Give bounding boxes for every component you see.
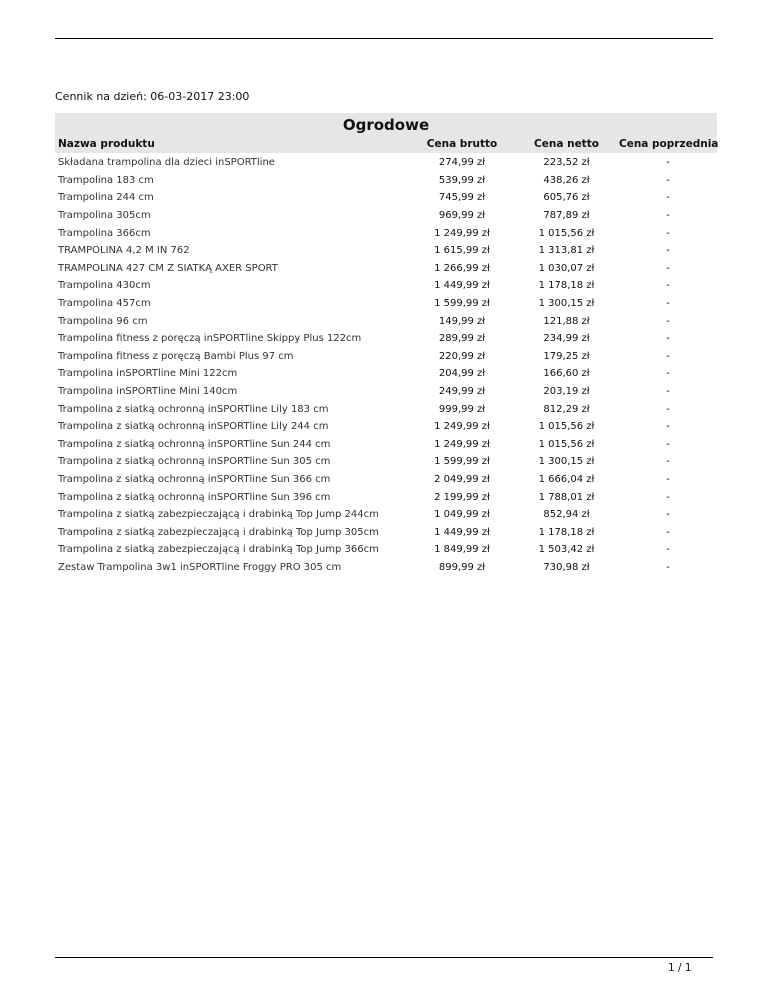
previous-price-cell: - xyxy=(666,298,670,310)
price-netto-cell: 605,76 zł xyxy=(543,192,590,204)
previous-price-cell: - xyxy=(666,227,670,239)
category-title: Ogrodowe xyxy=(55,113,717,138)
price-brutto-cell: 289,99 zł xyxy=(438,333,486,345)
previous-price-cell: - xyxy=(666,350,670,362)
table-row xyxy=(55,224,717,242)
price-netto-cell: 1 788,01 zł xyxy=(538,491,595,503)
table-row xyxy=(55,189,717,207)
previous-price-cell: - xyxy=(666,438,670,450)
price-brutto-cell: 999,99 zł xyxy=(438,403,486,415)
previous-price-cell: - xyxy=(666,403,670,415)
previous-price-cell: - xyxy=(666,192,670,204)
product-name-cell: Zestaw Trampolina 3w1 inSPORTline Froggy PRO 305 cm xyxy=(58,561,342,573)
product-name-cell: Trampolina 96 cm xyxy=(58,315,148,327)
product-name-cell: Trampolina fitness z poręczą Bambi Plus 97 cm xyxy=(58,350,294,362)
price-brutto-cell: 1 599,99 zł xyxy=(434,298,490,310)
price-brutto-cell: 1 615,99 zł xyxy=(434,245,490,257)
table-row xyxy=(55,471,717,489)
previous-price-cell: - xyxy=(666,526,670,538)
product-name-cell: Trampolina fitness z poręczą inSPORTline Skippy Plus 122cm xyxy=(58,333,362,345)
table-row xyxy=(55,559,717,577)
column-header-brutto: Cena brutto xyxy=(426,138,498,150)
price-brutto-cell: 1 449,99 zł xyxy=(434,526,490,538)
table-row xyxy=(55,260,717,278)
column-header-previous-price: Cena poprzednia xyxy=(619,138,719,150)
product-name-cell: Trampolina 366cm xyxy=(58,227,151,239)
price-netto-cell: 1 015,56 zł xyxy=(538,438,595,450)
price-netto-cell: 730,98 zł xyxy=(543,561,590,573)
price-netto-cell: 166,60 zł xyxy=(543,368,590,380)
product-name-cell: Trampolina 305cm xyxy=(58,210,151,222)
price-netto-cell: 203,19 zł xyxy=(543,386,590,398)
price-netto-cell: 1 030,07 zł xyxy=(538,262,595,274)
page-number: 1 / 1 xyxy=(668,962,692,974)
price-brutto-cell: 1 599,99 zł xyxy=(434,456,490,468)
price-netto-cell: 1 178,18 zł xyxy=(538,526,595,538)
table-row xyxy=(55,400,717,418)
price-brutto-cell: 1 049,99 zł xyxy=(434,509,490,521)
table-row xyxy=(55,295,717,313)
price-netto-cell: 787,89 zł xyxy=(543,210,590,222)
product-name-cell: Trampolina 244 cm xyxy=(58,192,154,204)
price-netto-cell: 1 666,04 zł xyxy=(538,473,595,485)
price-brutto-cell: 1 849,99 zł xyxy=(434,544,490,556)
table-row xyxy=(55,541,717,559)
price-brutto-cell: 745,99 zł xyxy=(438,192,486,204)
top-rule xyxy=(55,38,713,39)
table-row xyxy=(55,365,717,383)
table-row xyxy=(55,436,717,454)
price-netto-cell: 1 503,42 zł xyxy=(538,544,595,556)
price-netto-cell: 438,26 zł xyxy=(543,174,590,186)
product-name-cell: Trampolina z siatką zabezpieczającą i drabinką Top Jump 366cm xyxy=(58,544,379,556)
price-netto-cell: 852,94 zł xyxy=(543,509,590,521)
product-name-cell: Trampolina z siatką zabezpieczającą i drabinką Top Jump 305cm xyxy=(58,526,379,538)
price-brutto-cell: 204,99 zł xyxy=(438,368,486,380)
previous-price-cell: - xyxy=(666,174,670,186)
price-brutto-cell: 249,99 zł xyxy=(438,386,486,398)
previous-price-cell: - xyxy=(666,386,670,398)
product-name-cell: Trampolina z siatką ochronną inSPORTline Sun 305 cm xyxy=(58,456,331,468)
price-brutto-cell: 1 249,99 zł xyxy=(434,227,490,239)
table-row xyxy=(55,418,717,436)
price-brutto-cell: 2 049,99 zł xyxy=(434,473,490,485)
table-row xyxy=(55,348,717,366)
price-brutto-cell: 1 249,99 zł xyxy=(434,438,490,450)
previous-price-cell: - xyxy=(666,473,670,485)
bottom-rule xyxy=(55,957,713,958)
table-row xyxy=(55,277,717,295)
price-netto-cell: 223,52 zł xyxy=(543,157,590,169)
price-netto-cell: 121,88 zł xyxy=(543,315,590,327)
product-name-cell: Trampolina inSPORTline Mini 122cm xyxy=(58,368,238,380)
price-netto-cell: 1 015,56 zł xyxy=(538,421,595,433)
product-name-cell: Trampolina 183 cm xyxy=(58,174,154,186)
product-name-cell: TRAMPOLINA 427 CM Z SIATKĄ AXER SPORT xyxy=(58,262,278,274)
table-row xyxy=(55,506,717,524)
price-list-date: Cennik na dzień: 06-03-2017 23:00 xyxy=(55,90,250,103)
price-brutto-cell: 220,99 zł xyxy=(438,350,486,362)
previous-price-cell: - xyxy=(666,262,670,274)
table-row xyxy=(55,330,717,348)
table-row xyxy=(55,242,717,260)
product-name-cell: Trampolina z siatką ochronną inSPORTline Sun 244 cm xyxy=(58,438,331,450)
previous-price-cell: - xyxy=(666,368,670,380)
price-netto-cell: 1 313,81 zł xyxy=(538,245,595,257)
table-row xyxy=(55,453,717,471)
product-name-cell: Trampolina z siatką ochronną inSPORTline Sun 366 cm xyxy=(58,473,331,485)
price-brutto-cell: 539,99 zł xyxy=(438,174,486,186)
product-name-cell: Trampolina z siatką zabezpieczającą i drabinką Top Jump 244cm xyxy=(58,509,379,521)
table-row xyxy=(55,383,717,401)
price-brutto-cell: 149,99 zł xyxy=(438,315,486,327)
price-brutto-cell: 274,99 zł xyxy=(438,157,486,169)
table-row xyxy=(55,523,717,541)
product-name-cell: Trampolina 457cm xyxy=(58,298,151,310)
table-row xyxy=(55,488,717,506)
table-row xyxy=(55,312,717,330)
previous-price-cell: - xyxy=(666,509,670,521)
column-header-netto: Cena netto xyxy=(534,138,599,150)
price-brutto-cell: 969,99 zł xyxy=(438,210,486,222)
previous-price-cell: - xyxy=(666,561,670,573)
price-brutto-cell: 2 199,99 zł xyxy=(434,491,490,503)
previous-price-cell: - xyxy=(666,333,670,345)
previous-price-cell: - xyxy=(666,421,670,433)
price-netto-cell: 1 300,15 zł xyxy=(538,456,595,468)
table-body xyxy=(55,154,717,576)
previous-price-cell: - xyxy=(666,315,670,327)
price-netto-cell: 179,25 zł xyxy=(543,350,590,362)
previous-price-cell: - xyxy=(666,157,670,169)
table-row xyxy=(55,207,717,225)
table-row xyxy=(55,154,717,172)
previous-price-cell: - xyxy=(666,245,670,257)
product-name-cell: Składana trampolina dla dzieci inSPORTline xyxy=(58,157,275,169)
price-netto-cell: 1 178,18 zł xyxy=(538,280,595,292)
price-netto-cell: 812,29 zł xyxy=(543,403,590,415)
previous-price-cell: - xyxy=(666,544,670,556)
column-header-name: Nazwa produktu xyxy=(58,138,155,150)
price-netto-cell: 1 300,15 zł xyxy=(538,298,595,310)
table-header-row xyxy=(55,138,717,153)
product-name-cell: Trampolina z siatką ochronną inSPORTline Sun 396 cm xyxy=(58,491,331,503)
previous-price-cell: - xyxy=(666,491,670,503)
table-row xyxy=(55,172,717,190)
product-name-cell: Trampolina z siatką ochronną inSPORTline Lily 183 cm xyxy=(58,403,329,415)
previous-price-cell: - xyxy=(666,210,670,222)
product-name-cell: Trampolina 430cm xyxy=(58,280,151,292)
previous-price-cell: - xyxy=(666,280,670,292)
product-name-cell: Trampolina inSPORTline Mini 140cm xyxy=(58,386,238,398)
price-brutto-cell: 1 249,99 zł xyxy=(434,421,490,433)
product-name-cell: TRAMPOLINA 4,2 M IN 762 xyxy=(58,245,190,257)
price-netto-cell: 234,99 zł xyxy=(543,333,590,345)
price-brutto-cell: 1 266,99 zł xyxy=(434,262,490,274)
price-brutto-cell: 1 449,99 zł xyxy=(434,280,490,292)
product-name-cell: Trampolina z siatką ochronną inSPORTline Lily 244 cm xyxy=(58,421,329,433)
previous-price-cell: - xyxy=(666,456,670,468)
price-netto-cell: 1 015,56 zł xyxy=(538,227,595,239)
price-table xyxy=(55,113,717,576)
price-brutto-cell: 899,99 zł xyxy=(438,561,486,573)
